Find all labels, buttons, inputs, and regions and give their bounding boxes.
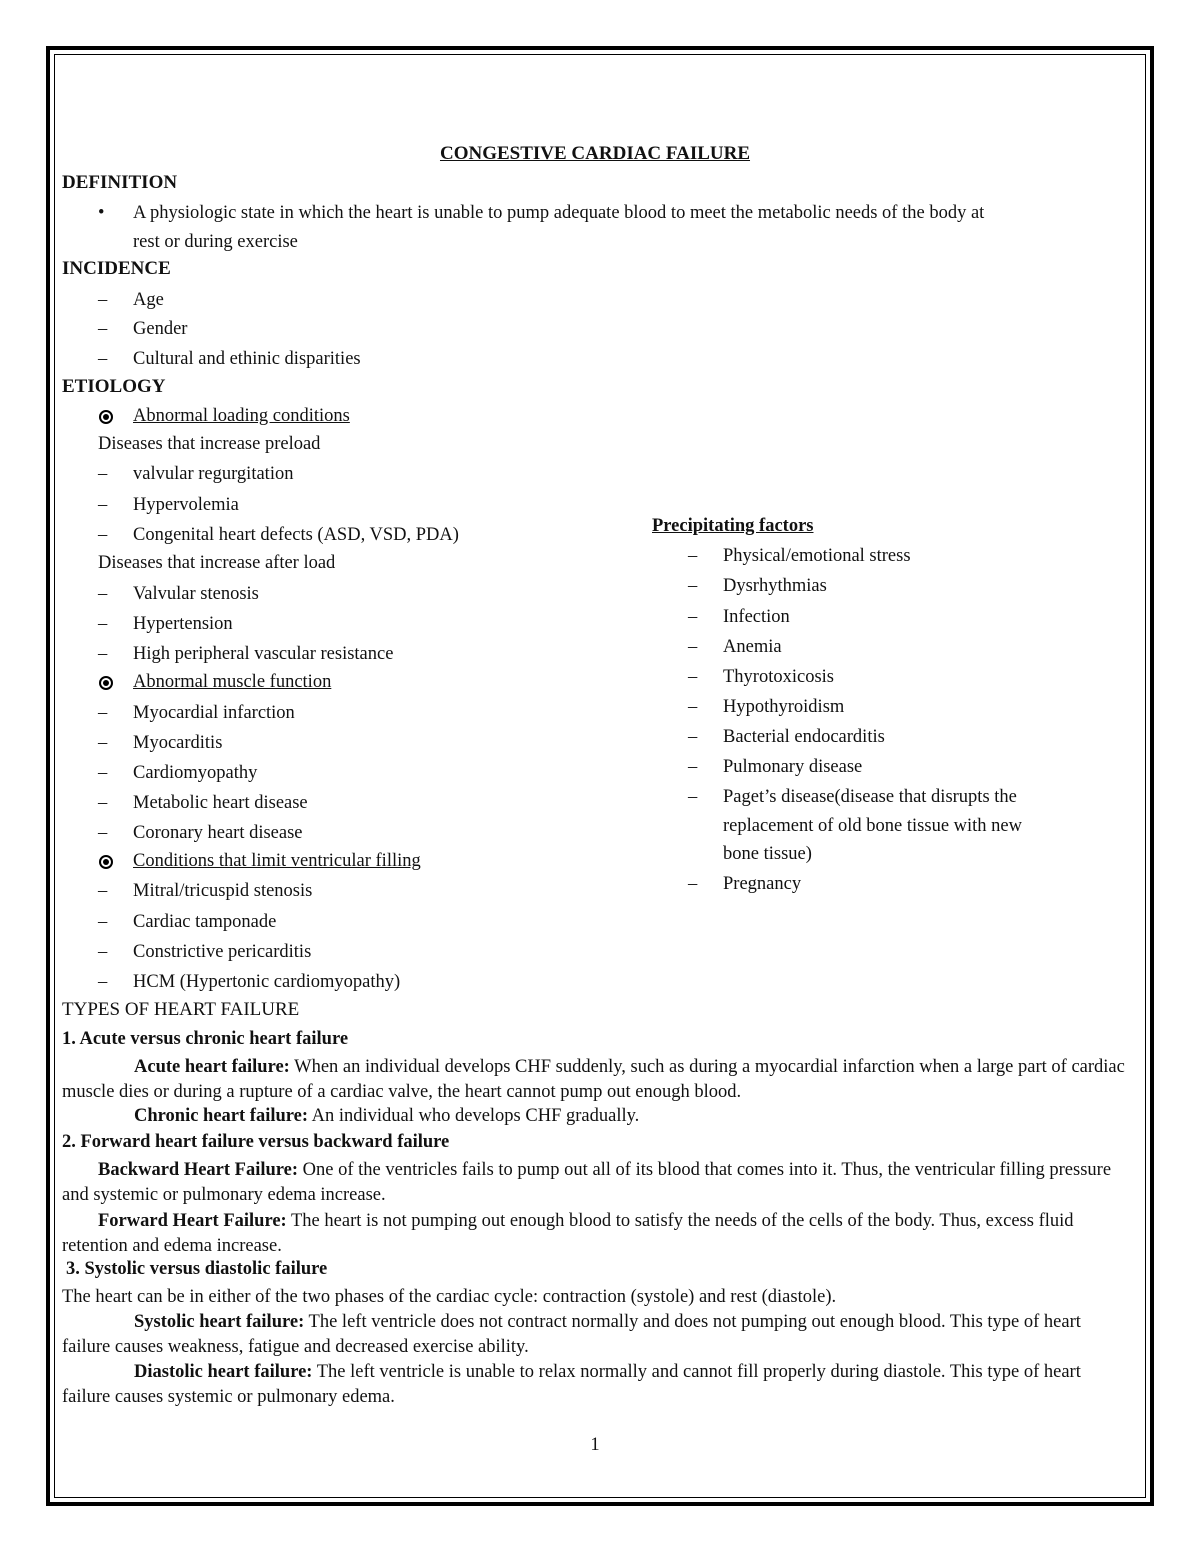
dash-marker: – [688,757,698,777]
dash-marker: – [98,942,108,962]
backward-paragraph [62,1158,1132,1207]
chronic-paragraph [62,1104,1132,1129]
diastolic-label: Diastolic heart failure: [134,1362,313,1382]
list-item-paget-line2: replacement of old bone tissue with new [723,816,1022,836]
section-2-title: 2. Forward heart failure versus backward failure [62,1132,450,1152]
backward-label: Backward Heart Failure: [98,1160,299,1180]
chronic-label: Chronic heart failure: [134,1106,309,1126]
target-bullet-icon [99,676,113,690]
diastolic-text: The left ventricle is unable to relax normally and cannot fill properly during diastole. This type of heart failure causes systemic or pulmonary edema. [62,1362,1081,1407]
dash-marker: – [98,464,108,484]
dash-marker: – [98,584,108,604]
forward-paragraph [62,1209,1132,1258]
list-item-paget-line1: Paget’s disease(disease that disrupts the [723,787,1017,807]
list-item: Hypervolemia [133,495,239,515]
dash-marker: – [98,525,108,545]
systolic-paragraph [62,1310,1132,1359]
diastolic-paragraph [62,1360,1132,1409]
list-item: Valvular stenosis [133,584,259,604]
page-number: 1 [590,1435,600,1455]
list-item: Hypothyroidism [723,697,845,717]
dash-marker: – [98,703,108,723]
list-item: Hypertension [133,614,233,634]
forward-text: The heart is not pumping out enough blood to satisfy the needs of the cells of the body. Thus, excess fluid retention and edema increase. [62,1211,1074,1256]
etiology-group-muscle: Abnormal muscle function [133,672,332,692]
dash-marker: – [98,349,108,369]
document-title: CONGESTIVE CARDIAC FAILURE [439,143,751,164]
definition-bullet: • [98,203,105,223]
list-item: Pulmonary disease [723,757,863,777]
list-item: Cardiomyopathy [133,763,258,783]
dash-marker: – [688,874,698,894]
etiology-heading: ETIOLOGY [62,376,166,397]
dash-marker: – [98,912,108,932]
dash-marker: – [98,972,108,992]
etiology-group-filling: Conditions that limit ventricular filling [133,851,421,871]
target-bullet-icon [99,855,113,869]
list-item: Gender [133,319,188,339]
list-item: Cardiac tamponade [133,912,277,932]
dash-marker: – [98,793,108,813]
dash-marker: – [688,637,698,657]
dash-marker: – [98,763,108,783]
list-item: Cultural and ethinic disparities [133,349,361,369]
list-item: Myocarditis [133,733,223,753]
dash-marker: – [98,614,108,634]
precipitating-heading: Precipitating factors [652,516,814,536]
list-item: Thyrotoxicosis [723,667,834,687]
list-item: Mitral/tricuspid stenosis [133,881,313,901]
target-bullet-icon [99,410,113,424]
dash-marker: – [98,319,108,339]
list-item: Physical/emotional stress [723,546,911,566]
dash-marker: – [688,787,698,807]
dash-marker: – [688,546,698,566]
list-item: Constrictive pericarditis [133,942,312,962]
acute-label: Acute heart failure: [134,1057,290,1077]
definition-heading: DEFINITION [62,172,178,193]
forward-label: Forward Heart Failure: [98,1211,287,1231]
preload-label: Diseases that increase preload [98,434,321,454]
list-item: Congenital heart defects (ASD, VSD, PDA) [133,525,459,545]
list-item-paget-line3: bone tissue) [723,844,812,864]
incidence-heading: INCIDENCE [62,258,171,279]
acute-text: When an individual develops CHF suddenly, such as during a myocardial infarction when a large part of cardiac muscle dies or during a rupture of a cardiac valve, the heart cannot pump out enough blood. [62,1057,1125,1102]
types-heading: TYPES OF HEART FAILURE [62,999,300,1020]
chronic-text: An individual who develops CHF gradually. [308,1106,640,1126]
list-item: Anemia [723,637,782,657]
dash-marker: – [688,667,698,687]
dash-marker: – [98,644,108,664]
section-3-intro: The heart can be in either of the two phases of the cardiac cycle: contraction (systole) and rest (diastole). [62,1287,837,1307]
systolic-text: The left ventricle does not contract normally and does not pumping out enough blood. This type of heart failure causes weakness, fatigue and decreased exercise ability. [62,1312,1081,1357]
acute-paragraph [62,1055,1132,1104]
list-item: High peripheral vascular resistance [133,644,394,664]
section-1-title: 1. Acute versus chronic heart failure [62,1029,349,1049]
dash-marker: – [98,881,108,901]
dash-marker: – [688,697,698,717]
list-item: Coronary heart disease [133,823,303,843]
dash-marker: – [688,727,698,747]
dash-marker: – [688,576,698,596]
dash-marker: – [98,733,108,753]
dash-marker: – [98,495,108,515]
list-item: Age [133,290,164,310]
dash-marker: – [98,823,108,843]
afterload-label: Diseases that increase after load [98,553,336,573]
dash-marker: – [98,290,108,310]
list-item: Infection [723,607,790,627]
definition-text-line2: rest or during exercise [133,232,298,252]
definition-text-line1: A physiologic state in which the heart is unable to pump adequate blood to meet the metabolic needs of the body at [133,203,985,223]
list-item: HCM (Hypertonic cardiomyopathy) [133,972,401,992]
list-item: Pregnancy [723,874,802,894]
list-item: Bacterial endocarditis [723,727,885,747]
etiology-group-loading: Abnormal loading conditions [133,406,350,426]
backward-text: One of the ventricles fails to pump out all of its blood that comes into it. Thus, the ventricular filling pressure and systemic or pulmonary edema increase. [62,1160,1112,1205]
list-item: valvular regurgitation [133,464,294,484]
list-item: Dysrhythmias [723,576,827,596]
section-3-title: 3. Systolic versus diastolic failure [66,1259,328,1279]
systolic-label: Systolic heart failure: [134,1312,305,1332]
list-item: Metabolic heart disease [133,793,308,813]
list-item: Myocardial infarction [133,703,295,723]
dash-marker: – [688,607,698,627]
